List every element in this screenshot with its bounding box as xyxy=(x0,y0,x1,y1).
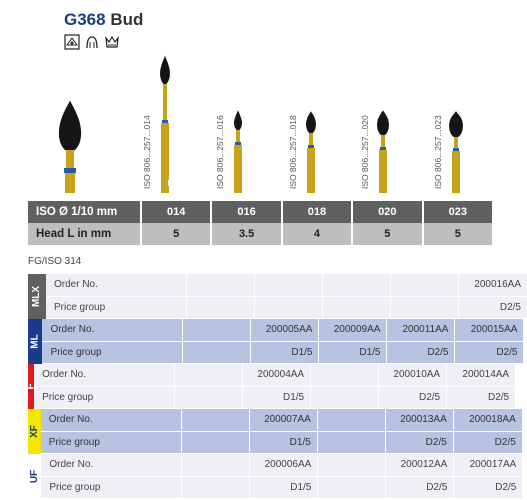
iso-label-020: ISO 806...257...020 xyxy=(360,115,370,189)
order-cell: 200006AA xyxy=(250,454,318,476)
bur-020 xyxy=(377,110,389,193)
grit-label: XF xyxy=(28,425,40,438)
price-row-label: Price group xyxy=(42,342,183,364)
order-row xyxy=(41,454,522,477)
order-cell xyxy=(182,409,250,431)
bur-illustrations xyxy=(0,0,500,200)
iso-label-018: ISO 806...257...018 xyxy=(288,115,298,189)
order-cell: 200018AA xyxy=(454,409,522,431)
price-row xyxy=(41,477,522,500)
bur-018 xyxy=(306,111,316,193)
bur-014 xyxy=(160,55,171,193)
price-cell xyxy=(255,297,323,319)
price-cell: D2/5 xyxy=(459,297,527,319)
order-cell xyxy=(318,409,386,431)
product-name: Bud xyxy=(110,10,144,29)
price-row-label: Price group xyxy=(41,432,182,454)
order-row xyxy=(46,274,527,297)
standard-label: FG/ISO 314 xyxy=(28,256,82,267)
order-cell: 200007AA xyxy=(250,409,318,431)
price-cell: D2/5 xyxy=(379,387,447,409)
bur-023 xyxy=(449,111,463,193)
grit-tab xyxy=(28,319,42,364)
order-cell: 200005AA xyxy=(251,319,319,341)
bur-large xyxy=(59,100,81,193)
price-cell: D2/5 xyxy=(447,387,515,409)
group-xf xyxy=(28,409,516,454)
order-cell: 200014AA xyxy=(447,364,515,386)
spec-table xyxy=(28,201,494,245)
order-cell: 200009AA xyxy=(319,319,387,341)
order-grid xyxy=(25,274,521,499)
grit-tab xyxy=(28,274,46,319)
order-row-label: Order No. xyxy=(41,454,182,476)
price-cell: D1/5 xyxy=(243,387,311,409)
price-row-label: Price group xyxy=(41,477,182,499)
order-cell xyxy=(311,364,379,386)
order-cell: 200017AA xyxy=(454,454,522,476)
price-cell: D2/5 xyxy=(386,477,454,499)
group-uf xyxy=(28,454,517,499)
group-f xyxy=(25,364,510,409)
price-cell xyxy=(182,432,250,454)
order-row xyxy=(34,364,515,387)
price-row xyxy=(41,432,522,455)
price-cell xyxy=(323,297,391,319)
head-length-row: Head L in mm 5 3.5 4 5 5 xyxy=(28,223,493,245)
price-cell xyxy=(182,477,250,499)
price-cell: D2/5 xyxy=(387,342,455,364)
order-cell: 200015AA xyxy=(455,319,523,341)
price-cell: D2/5 xyxy=(386,432,454,454)
price-row-label: Price group xyxy=(46,297,187,319)
bur-016 xyxy=(234,110,242,193)
price-cell: D1/5 xyxy=(251,342,319,364)
order-row-label: Order No. xyxy=(46,274,187,296)
price-cell: D1/5 xyxy=(250,477,318,499)
price-cell: D2/5 xyxy=(454,432,522,454)
price-row xyxy=(34,387,515,410)
order-cell xyxy=(255,274,323,296)
price-cell xyxy=(318,477,386,499)
grit-tab xyxy=(28,454,41,499)
price-cell xyxy=(318,432,386,454)
grit-label: ML xyxy=(29,334,41,349)
price-cell: D1/5 xyxy=(250,432,318,454)
price-cell xyxy=(311,387,379,409)
order-cell xyxy=(175,364,243,386)
order-cell: 200012AA xyxy=(386,454,454,476)
order-row-label: Order No. xyxy=(41,409,182,431)
order-cell: 200016AA xyxy=(459,274,527,296)
price-cell xyxy=(391,297,459,319)
order-cell xyxy=(182,454,250,476)
price-cell: D1/5 xyxy=(319,342,387,364)
price-cell xyxy=(175,387,243,409)
group-mlx xyxy=(28,274,521,319)
order-cell: 200011AA xyxy=(387,319,455,341)
order-cell: 200013AA xyxy=(386,409,454,431)
group-ml xyxy=(28,319,518,364)
product-code: G368 xyxy=(64,10,106,29)
price-row-label: Price group xyxy=(34,387,175,409)
price-cell: D2/5 xyxy=(455,342,523,364)
price-row xyxy=(46,297,527,320)
order-cell xyxy=(318,454,386,476)
iso-label-023: ISO 806...257...023 xyxy=(433,115,443,189)
iso-label-014: ISO 806...257...014 xyxy=(142,115,152,189)
price-row xyxy=(42,342,523,365)
price-cell: D2/5 xyxy=(454,477,522,499)
grit-label: UF xyxy=(29,469,41,484)
order-row-label: Order No. xyxy=(42,319,183,341)
order-cell xyxy=(183,319,251,341)
price-cell xyxy=(187,297,255,319)
order-row xyxy=(42,319,523,342)
grit-tab xyxy=(28,409,41,454)
iso-label-016: ISO 806...257...016 xyxy=(215,115,225,189)
order-cell: 200010AA xyxy=(379,364,447,386)
order-cell xyxy=(391,274,459,296)
order-row xyxy=(41,409,522,432)
grit-label: MLX xyxy=(31,285,43,308)
price-cell xyxy=(183,342,251,364)
iso-diameter-row: ISO Ø 1/10 mm 014 016 018 020 023 xyxy=(28,201,493,223)
order-cell: 200004AA xyxy=(243,364,311,386)
order-row-label: Order No. xyxy=(34,364,175,386)
order-cell xyxy=(187,274,255,296)
order-cell xyxy=(323,274,391,296)
grit-label: F xyxy=(25,383,37,390)
